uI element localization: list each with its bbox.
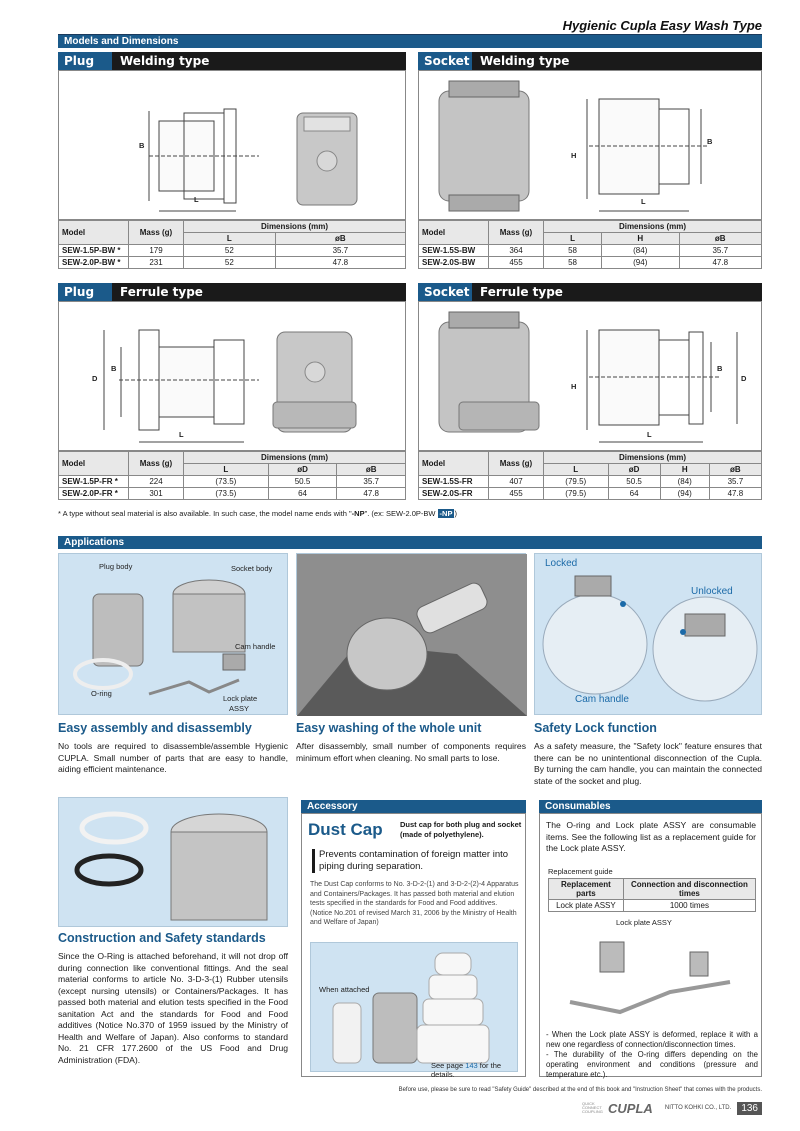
th-l: L [184, 233, 276, 245]
label-o-ring: O-ring [91, 689, 112, 698]
dim-l-label: L [194, 195, 199, 204]
consumables-bullets [546, 1030, 758, 1080]
footer-brand [582, 1099, 762, 1117]
lock-photo [534, 553, 762, 715]
label-locked: Locked [545, 558, 578, 569]
dust-cap-lead: Prevents contamination of foreign matter into piping during separation. [312, 849, 522, 873]
table-row: SEW-2.0S-BW 455 58 (94) 47.8 [419, 257, 762, 269]
plug-ferrule-title: Plug Ferrule type [58, 283, 406, 301]
label-plug-body: Plug body [99, 562, 133, 571]
kind-label: Plug [58, 52, 112, 70]
socket-welding-title [418, 52, 762, 70]
brand-logo: CUPLA [608, 1100, 653, 1116]
page-number: 136 [737, 1102, 762, 1115]
table-row: SEW-1.5S-FR 407 (79.5) 50.5 (84) 35.7 [419, 476, 762, 488]
socket-welding-drawing [418, 70, 762, 220]
dust-cap-photo [310, 942, 518, 1079]
consumables-box [539, 800, 762, 1077]
label-cam-handle: Cam handle [235, 642, 276, 651]
dust-cap-desc: Dust cap for both plug and socket (made of polyethylene). [400, 820, 522, 839]
bullet-1: - When the Lock plate ASSY is deformed, replace it with a new one regardless of connection/disconnection times. [546, 1030, 758, 1049]
section-consumables: Consumables [539, 800, 762, 813]
construction-title: Construction and Safety standards [58, 931, 266, 945]
lock-plate-assy-label: Lock plate ASSY [616, 918, 672, 927]
socket-welding-table: Model Mass (g) Dimensions (mm) L H øB SEW-1.5S-BW 364 58 (84) 35.7 SEW-2.0S-BW 455 58 (94) 47.8 [418, 220, 762, 269]
plug-welding-table [58, 220, 406, 269]
table-row: SEW-2.0P-FR * 301 (73.5) 64 47.8 [59, 488, 406, 500]
table-row: SEW-2.0P-BW * 231 52 47.8 [59, 257, 406, 269]
dim-h-label: H [571, 151, 577, 160]
replacement-guide-table: Replacement parts Connection and disconnection times Lock plate ASSY 1000 times [548, 878, 756, 912]
plug-ferrule-table: Model Mass (g) Dimensions (mm) L øD øB SEW-1.5P-FR * 224 (73.5) 50.5 35.7 SEW-2.0P-FR * 301 (73.5) 64 47.8 [58, 451, 406, 500]
table-row: SEW-1.5P-FR * 224 (73.5) 50.5 35.7 [59, 476, 406, 488]
label-unlocked: Unlocked [691, 586, 733, 597]
label-cam-handle-lock: Cam handle [575, 694, 629, 705]
table-row: SEW-1.5P-BW * 179 52 35.7 [59, 245, 406, 257]
dust-cap-illustration [311, 943, 519, 1073]
socket-ferrule-table: Model Mass (g) Dimensions (mm) L øD H øB SEW-1.5S-FR 407 (79.5) 50.5 (84) 35.7 SEW-2.0S-FR 455 (79.5) 64 (94) 47.8 [418, 451, 762, 500]
company-name: NITTO KOHKI CO., LTD. [664, 1105, 732, 1111]
plug-welding-title [58, 52, 406, 70]
dust-cap-name: Dust Cap [308, 820, 383, 839]
consumables-frame [539, 813, 762, 1077]
plug-welding-drawing [58, 70, 406, 220]
dim-b-label: B [707, 137, 713, 146]
table-row: Lock plate ASSY 1000 times [549, 900, 756, 912]
construction-illustration [59, 798, 289, 928]
th-mass: Mass (g) [129, 221, 184, 245]
socket-ferrule-drawing: H B D L [418, 301, 762, 451]
socket-welding-block [418, 52, 762, 269]
bullet-2: - The durability of the O-ring differs depending on the operating environment and conditions (pressure and temperature etc.). [546, 1050, 758, 1079]
dim-b-label: B [139, 141, 145, 150]
brand-small: QUICK CONNECT COUPLING [582, 1101, 603, 1114]
construction-text: Since the O-Ring is attached beforehand, it will not drop off during connection like conventional fittings. And the seal material conforms to article No. 3-D-3-(1) Rubber utensils (except nursing utensils) or Containers/Packages. It has passed both material and elution tests specified in the Food sanitation Act and the standards for Food and Food additives (Notice No.370 of 1959 issued by the Ministry of Health and Welfare of Japan). Also conforms to standard No. 21 CFR 177.2600 of the US Food and Drug Administration (FDA). [58, 951, 288, 1065]
plug-ferrule-block [58, 283, 406, 500]
label-lock-plate: Lock plate [223, 694, 258, 703]
np-tag: -NP [439, 509, 453, 518]
dust-cap-standards: The Dust Cap conforms to No. 3-D-2-(1) and 3-D-2-(2)-4 Apparatus and Containers/Packages. It has passed both material and elution tests specified in the standards for Food and Food additives. (Notice No.201 of revised March 31, 2006 by the Ministry of Health and Welfare of Japan) [310, 881, 519, 926]
socket-ferrule-block [418, 283, 762, 500]
label-socket-body: Socket body [231, 564, 273, 573]
accessory-frame [301, 813, 526, 1077]
plug-ferrule-drawing: D B L [58, 301, 406, 451]
lock-plate-illustration [560, 932, 740, 1022]
page-143-link[interactable]: 143 [465, 1061, 478, 1070]
np-note: * A type without seal material is also available. In such case, the model name ends with "-NP". (ex: SEW-2.0P-BW -NP ) [58, 509, 457, 518]
safety-lock-title: Safety Lock function [534, 721, 657, 735]
th-model: Model [59, 221, 129, 245]
consumables-text: The O-ring and Lock plate ASSY are consumable items. See the following list as a replacement guide for the Lock plate ASSY. [546, 820, 756, 853]
when-attached-label: When attached [319, 985, 370, 994]
table-row: SEW-2.0S-FR 455 (79.5) 64 (94) 47.8 [419, 488, 762, 500]
plug-welding-block [58, 52, 406, 269]
lock-illustration [535, 554, 763, 716]
washing-illustration [297, 554, 527, 716]
safety-lock-text: As a safety measure, the "Safety lock" feature ensures that there can be no unintentional disconnection of the Cupla. By turning the cam handle, you can maintain the connected state of the socket and plug. [534, 741, 762, 786]
accessory-box [301, 800, 526, 1077]
table-row: SEW-1.5S-BW 364 58 (84) 35.7 [419, 245, 762, 257]
type-label: Welding type [120, 54, 210, 68]
socket-ferrule-title: Socket Ferrule type [418, 283, 762, 301]
th-b: øB [275, 233, 405, 245]
section-models-dimensions: Models and Dimensions [58, 35, 762, 48]
dim-l-label: L [641, 197, 646, 206]
kind-label: Socket [418, 52, 472, 70]
replacement-guide-title: Replacement guide [548, 867, 613, 876]
socket-ferrule-diagram [419, 302, 761, 450]
washing-photo [296, 553, 526, 715]
type-label: Welding type [480, 54, 570, 68]
construction-photo [58, 797, 288, 927]
section-applications: Applications [58, 536, 762, 549]
easy-washing-text: After disassembly, small number of components requires minimum effort when cleaning. No small parts to lose. [296, 741, 526, 763]
th-dims: Dimensions (mm) [184, 221, 406, 233]
section-accessory: Accessory [301, 800, 526, 813]
page-header-title: Hygienic Cupla Easy Wash Type [562, 18, 762, 33]
easy-washing-title: Easy washing of the whole unit [296, 721, 482, 735]
plug-ferrule-diagram [59, 302, 405, 450]
easy-assembly-text: No tools are required to disassemble/assemble Hygienic CUPLA. Small number of parts that are easy to handle, aiding efficient maintenance. [58, 741, 288, 774]
easy-assembly-title: Easy assembly and disassembly [58, 721, 252, 735]
safety-disclaimer: Before use, please be sure to read "Safety Guide" described at the end of this book and "Instruction Sheet" that comes with the products. [398, 1087, 762, 1093]
see-page-note: See page 143 for the details. [431, 1061, 502, 1079]
label-lock-plate-assy: ASSY [229, 704, 250, 713]
plug-welding-diagram [59, 71, 405, 219]
parts-photo [58, 553, 288, 715]
